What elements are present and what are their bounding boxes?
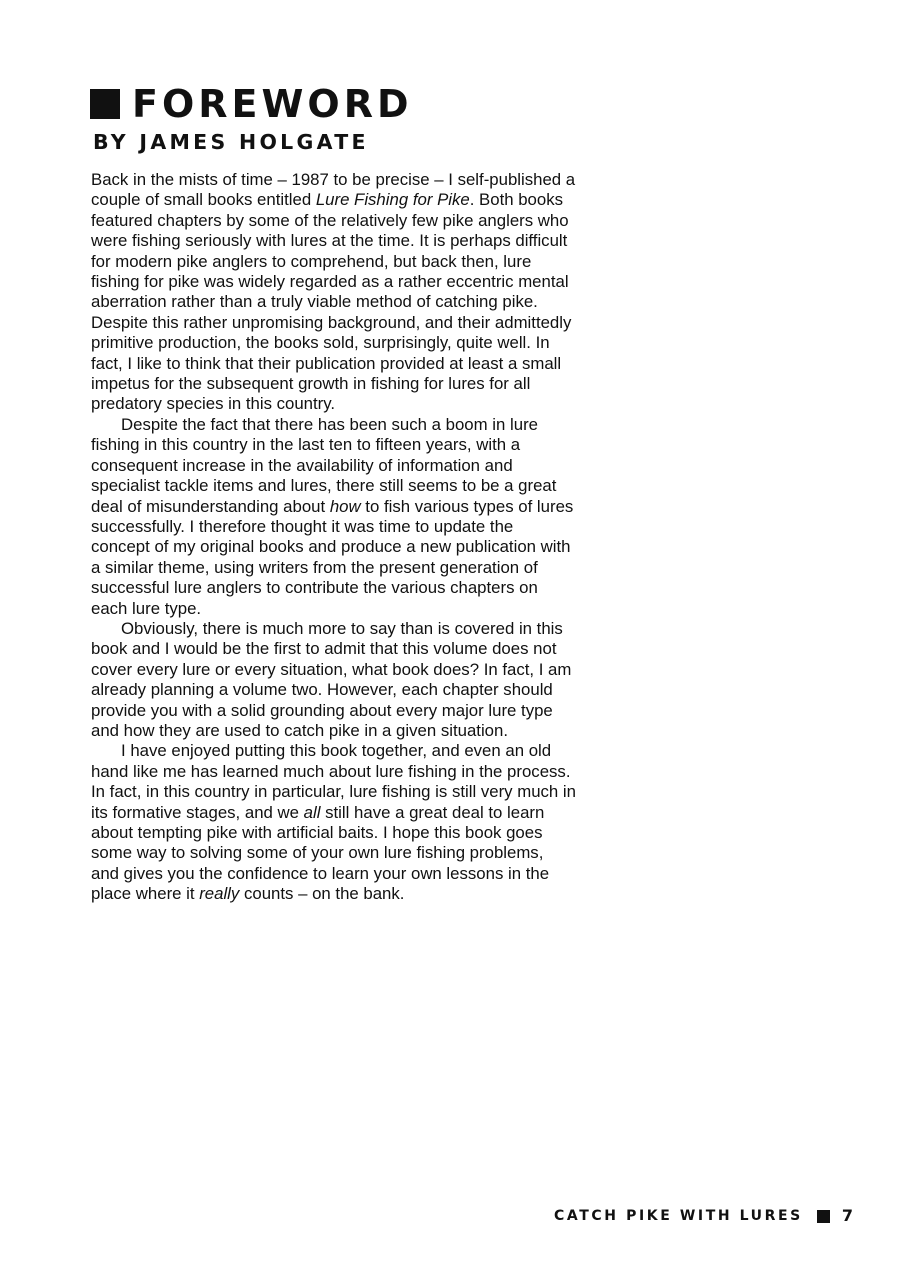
paragraph-text: . Both books featured chapters by some of the relatively few pike anglers who were fishing seriously with lures at the time. It is perhaps difficult for modern pike anglers to comprehend, but back then, lure fishing for pike was widely regarded as a rather eccentric mental aberration rather than a truly viable method of catching pike. Despite this rather unpromising background, and their admittedly primitive production, the books sold, surprisingly, quite well. In fact, I like to think that their publication provided at least a small impetus for the subsequent growth in fishing for lures for all predatory species in this country. [91, 190, 572, 414]
foreword-body [91, 170, 576, 905]
italic-text: Lure Fishing for Pike [315, 190, 470, 210]
body-paragraph [91, 619, 576, 741]
paragraph-text: still have a great deal to learn about tempting pike with artificial baits. I hope this book goes some way to solving some of your own lure fishing problems, and gives you the confidence to learn your own lessons in the place where it [91, 802, 550, 904]
body-paragraph [91, 741, 576, 904]
author-byline: BY JAMES HOLGATE [93, 130, 369, 154]
italic-text: how [329, 496, 361, 516]
paragraph-text: Obviously, there is much more to say than is covered in this book and I would be the first to admit that this volume does not cover every lure or every situation, what book does? In fact, I am already planning a volume two. However, each chapter should provide you with a solid grounding about every major lure type and how they are used to catch pike in a given situation. [91, 618, 572, 740]
paragraph-text: Back in the mists of time – 1987 to be precise – I self-published a couple of small books entitled [91, 170, 576, 210]
chapter-heading [90, 82, 413, 126]
body-paragraph [91, 415, 576, 619]
page-number: 7 [841, 1206, 853, 1225]
body-paragraph [91, 170, 576, 415]
square-bullet-icon [817, 1210, 830, 1223]
running-footer-title: CATCH PIKE WITH LURES [554, 1208, 803, 1224]
paragraph-text: I have enjoyed putting this book together, and even an old hand like me has learned much about lure fishing in the process. In fact, in this country in particular, lure fishing is still very much in its formative stages, and we [91, 741, 576, 822]
paragraph-text: to fish various types of lures successfully. I therefore thought it was time to update the concept of my original books and produce a new publication with a similar theme, using writers from the present generation of successful lure anglers to contribute the various chapters on each lure type. [91, 496, 574, 618]
page-title: FOREWORD [132, 82, 413, 126]
page-footer [554, 1204, 853, 1228]
italic-text: really [199, 884, 240, 904]
italic-text: all [303, 802, 321, 822]
paragraph-text: counts – on the bank. [239, 884, 405, 904]
paragraph-text: Despite the fact that there has been such a boom in lure fishing in this country in the last ten to fifteen years, with a consequent increase in the availability of information and specialist tackle items and lures, there still seems to be a great deal of misunderstanding about [91, 414, 557, 516]
square-bullet-icon [90, 89, 120, 119]
